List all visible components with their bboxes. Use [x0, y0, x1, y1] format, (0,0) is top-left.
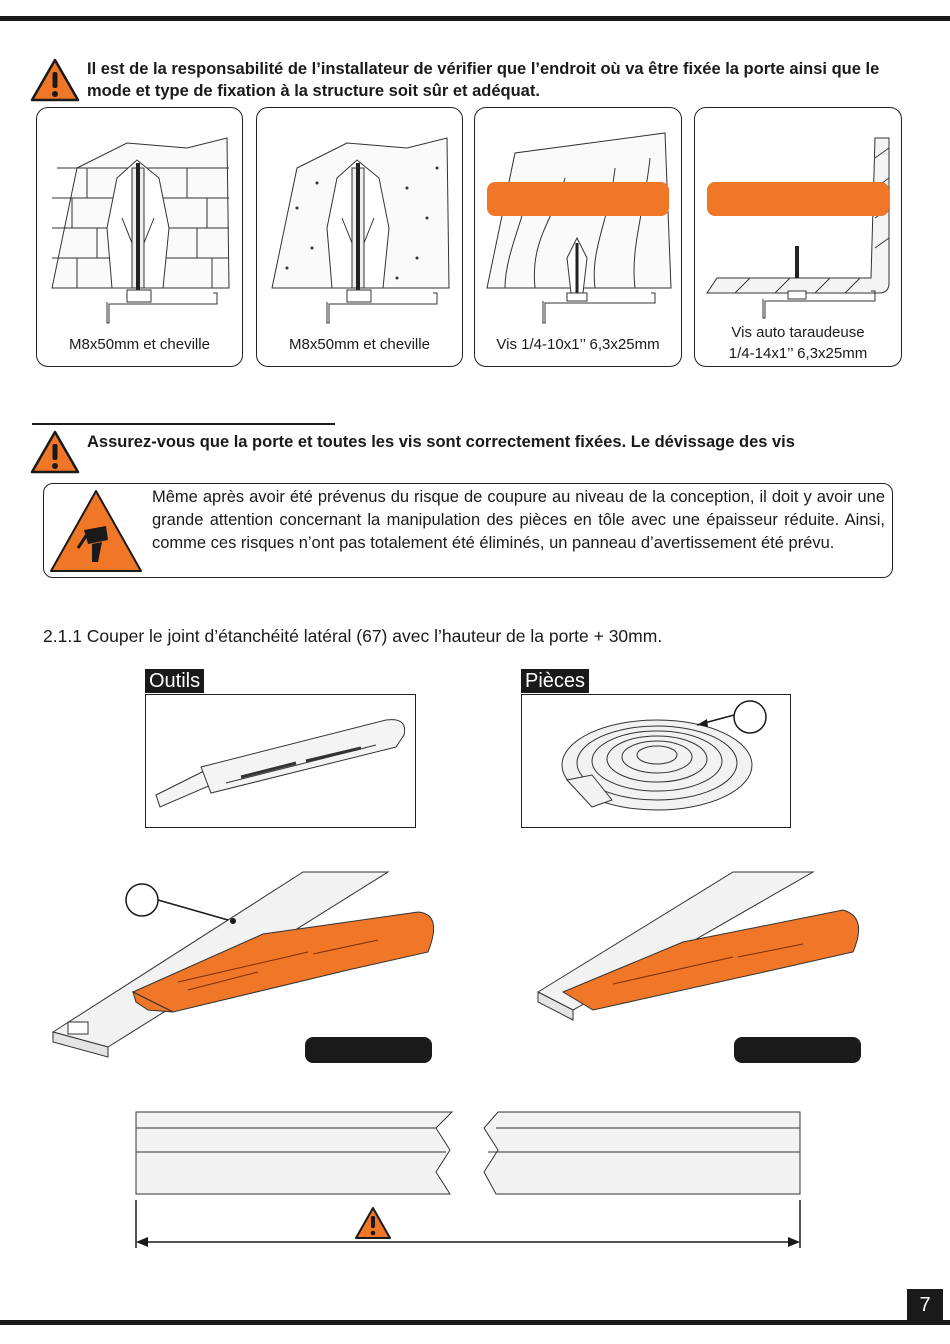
seal-length-diagram: [130, 1100, 810, 1260]
panel-caption-line1: Vis auto taraudeuse: [731, 324, 865, 341]
concrete-wall-anchor-illustration: [257, 108, 462, 333]
section-divider: [32, 423, 335, 425]
step-instruction: 2.1.1 Couper le joint d’étanchéité latéral (67) avec l’hauteur de la porte + 30mm.: [43, 626, 663, 646]
label-pill-right: [734, 1037, 861, 1063]
parts-label: Pièces: [521, 669, 589, 693]
panel-caption: Vis 1/4-10x1’’ 6,3x25mm: [496, 336, 660, 353]
warning-screws-text: Assurez-vous que la porte et toutes les vis sont correctement fixées. Le dévissage des vis: [87, 433, 795, 451]
orange-label-bar: [707, 182, 889, 216]
cut-risk-text: Même après avoir été prévenus du risque de coupure au niveau de la conception, il doit y avoir une grande attention concernant la manipulation des pièces en tôle avec une épaisseur réduite. Ainsi, comme ces risques n’ont pas totalement été éliminés, un panneau d’avertissement été prévu.: [152, 488, 885, 552]
cut-hazard-icon: [48, 488, 144, 574]
fixing-panel-steel: [694, 107, 902, 367]
brick-wall-anchor-illustration: [37, 108, 242, 333]
label-pill-left: [305, 1037, 432, 1063]
warning-installer-text: Il est de la responsabilité de l’installateur de vérifier que l’endroit où va être fixée la porte ainsi que le mode et type de fixation à la structure soit sûr et adéquat.: [87, 60, 880, 100]
warning-icon: [30, 58, 80, 102]
part-callout-circle: [734, 701, 766, 733]
panel-caption-line2: 1/4-14x1’’ 6,3x25mm: [728, 345, 868, 362]
fixing-panel-wood: [474, 107, 682, 367]
bottom-rule: [0, 1320, 950, 1325]
cutter-knife-icon: [146, 695, 415, 827]
fixing-panel-brick: [36, 107, 243, 367]
warning-icon: [354, 1206, 392, 1240]
warning-icon: [30, 430, 80, 474]
parts-frame: [521, 694, 791, 828]
wood-screw-illustration: [475, 108, 681, 333]
top-rule: [0, 16, 950, 21]
cutting-seal-illustration-right: [533, 862, 873, 1062]
page-number: 7: [907, 1289, 943, 1321]
panel-caption: M8x50mm et cheville: [69, 336, 210, 353]
panel-caption: M8x50mm et cheville: [289, 336, 430, 353]
tools-label: Outils: [145, 669, 204, 693]
fixing-panel-concrete: [256, 107, 463, 367]
seal-callout-circle: [126, 884, 158, 916]
orange-label-bar: [487, 182, 669, 216]
tools-frame: [145, 694, 416, 828]
seal-coil-icon: [522, 695, 790, 827]
